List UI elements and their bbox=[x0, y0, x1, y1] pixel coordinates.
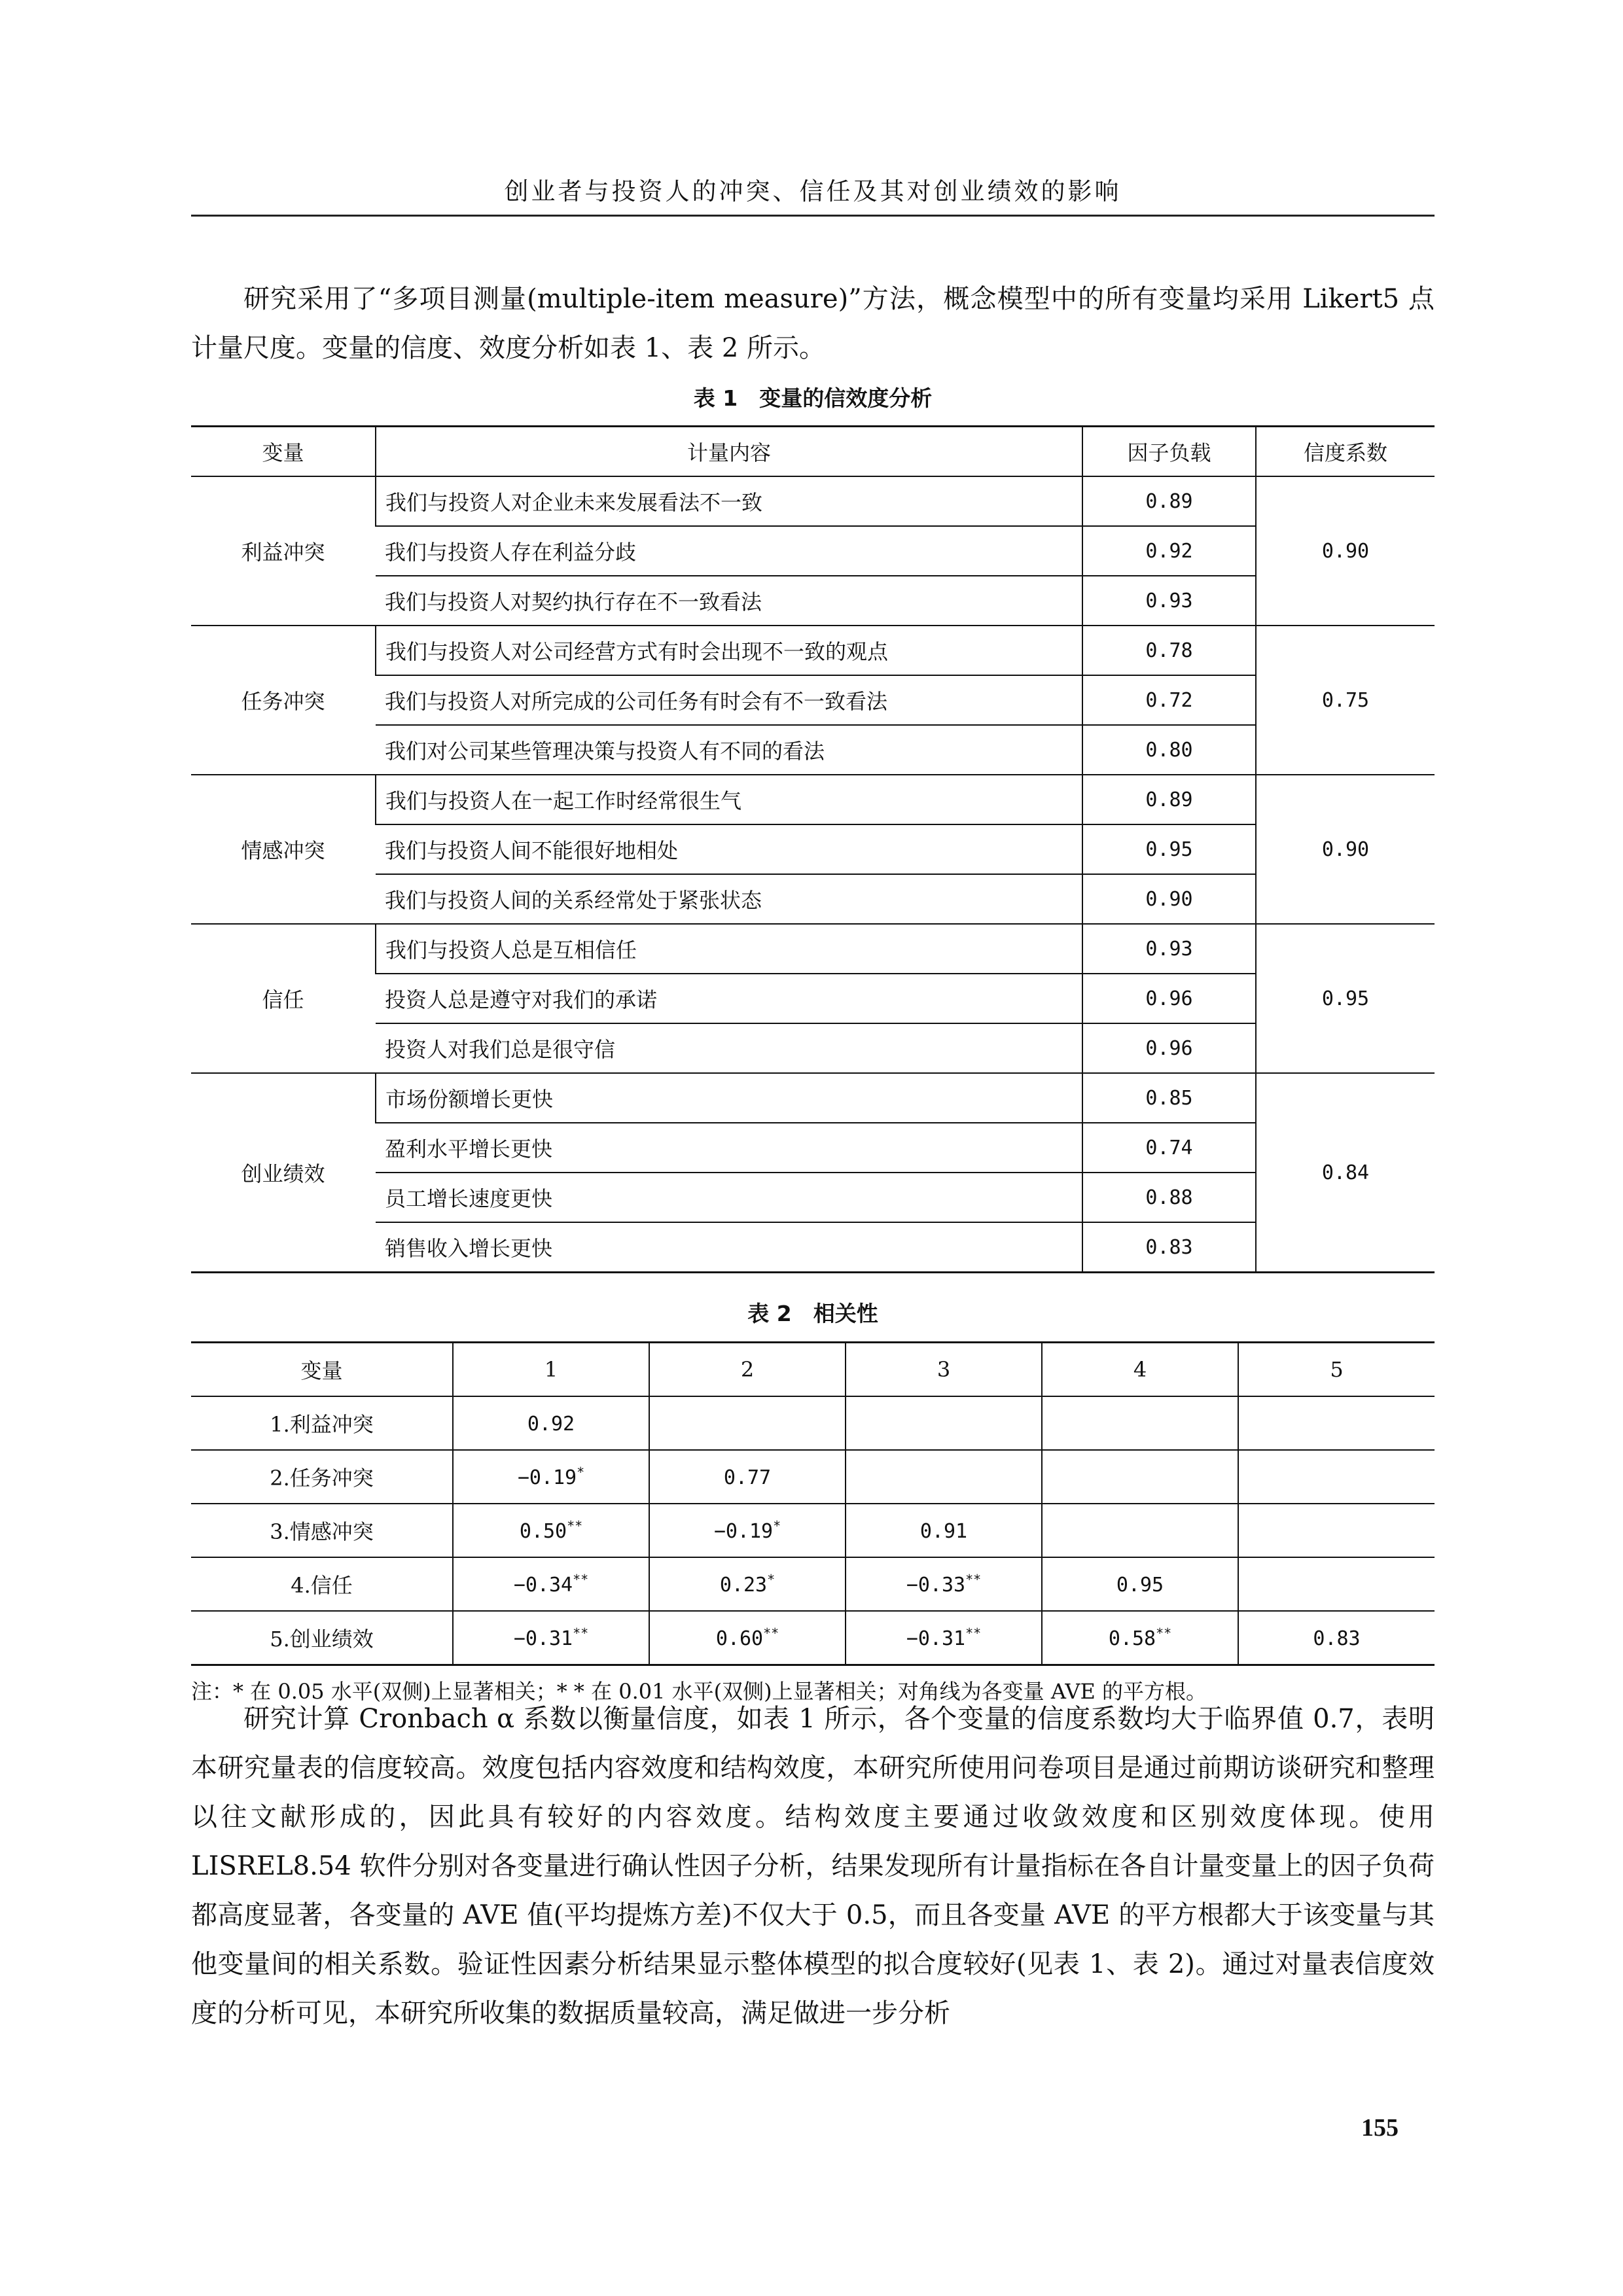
table2-header-cell: 1 bbox=[453, 1343, 649, 1397]
significance-mark: * bbox=[773, 1518, 781, 1534]
table2-row-label: 5.创业绩效 bbox=[191, 1611, 453, 1665]
measure-item-cell: 员工增长速度更快 bbox=[376, 1173, 1082, 1222]
measure-item-cell: 销售收入增长更快 bbox=[376, 1222, 1082, 1273]
measure-item-cell: 我们与投资人对公司经营方式有时会出现不一致的观点 bbox=[376, 626, 1082, 675]
table1-header-cell: 变量 bbox=[191, 427, 376, 477]
factor-loading-cell: 0.93 bbox=[1082, 576, 1256, 626]
correlation-cell bbox=[649, 1611, 846, 1665]
factor-loading-cell: 0.92 bbox=[1082, 526, 1256, 576]
table1-row bbox=[191, 576, 1435, 626]
measure-item-cell: 市场份额增长更快 bbox=[376, 1073, 1082, 1123]
table1-row bbox=[191, 526, 1435, 576]
table2-header-cell: 2 bbox=[649, 1343, 846, 1397]
body-paragraph: 研究计算 Cronbach α 系数以衡量信度，如表 1 所示，各个变量的信度系数均大于临界值 0.7，表明本研究量表的信度较高。效度包括内容效度和结构效度，本研究所使用问卷项目是通过前期访谈研究和整理以往文献形成的，因此具有较好的内容效度。结构效度主要通过收敛效度和区别效度体现。使用 LISREL8.54 软件分别对各变量进行确认性因子分析，结果发现所有计量指标在各自计量变量上的因子负荷都高度显著，各变量的 AVE 值(平均提炼方差)不仅大于 0.5，而且各变量 AVE 的平方根都大于该变量与其他变量间的相关系数。验证性因素分析结果显示整体模型的拟合度较好(见表 1、表 2)。通过对量表信度效度的分析可见，本研究所收集的数据质量较高，满足做进一步分析 bbox=[191, 1704, 1435, 2028]
significance-mark: * bbox=[577, 1464, 585, 1480]
table2-header-cell: 5 bbox=[1238, 1343, 1435, 1397]
correlation-cell bbox=[846, 1450, 1042, 1504]
table2-row-label: 1.利益冲突 bbox=[191, 1396, 453, 1450]
correlation-value: −0.19 bbox=[713, 1520, 774, 1543]
correlation-cell bbox=[846, 1611, 1042, 1665]
factor-loading-cell: 0.96 bbox=[1082, 1023, 1256, 1073]
correlation-cell bbox=[453, 1611, 649, 1665]
correlation-cell bbox=[1238, 1611, 1435, 1665]
variable-name-cell: 创业绩效 bbox=[191, 1073, 376, 1273]
correlation-cell bbox=[649, 1504, 846, 1557]
measure-item-cell: 我们与投资人对契约执行存在不一致看法 bbox=[376, 576, 1082, 626]
correlation-cell bbox=[1042, 1504, 1238, 1557]
factor-loading-cell: 0.89 bbox=[1082, 476, 1256, 526]
correlation-value: −0.33 bbox=[906, 1574, 966, 1597]
variable-name-cell: 利益冲突 bbox=[191, 476, 376, 626]
table2-row-label: 2.任务冲突 bbox=[191, 1450, 453, 1504]
table1-header-row bbox=[191, 427, 1435, 477]
correlation-cell bbox=[1238, 1450, 1435, 1504]
table1-header-cell: 计量内容 bbox=[376, 427, 1082, 477]
factor-loading-cell: 0.83 bbox=[1082, 1222, 1256, 1273]
correlation-value: 0.23 bbox=[719, 1574, 768, 1597]
significance-mark: ** bbox=[965, 1572, 982, 1587]
table1-row bbox=[191, 775, 1435, 824]
table1-row bbox=[191, 1222, 1435, 1273]
correlation-cell bbox=[1042, 1557, 1238, 1611]
table2-row bbox=[191, 1504, 1435, 1557]
variable-name-cell: 任务冲突 bbox=[191, 626, 376, 775]
table2-row bbox=[191, 1611, 1435, 1665]
significance-mark: * bbox=[767, 1572, 776, 1587]
correlation-cell bbox=[453, 1450, 649, 1504]
significance-mark: ** bbox=[573, 1572, 589, 1587]
table2-header-cell: 4 bbox=[1042, 1343, 1238, 1397]
correlation-cell bbox=[453, 1396, 649, 1450]
correlation-cell bbox=[649, 1450, 846, 1504]
correlation-value: 0.50 bbox=[519, 1520, 567, 1543]
table1-row bbox=[191, 626, 1435, 675]
measure-item-cell: 投资人对我们总是很守信 bbox=[376, 1023, 1082, 1073]
table1-header-cell: 信度系数 bbox=[1256, 427, 1435, 477]
correlation-cell bbox=[846, 1396, 1042, 1450]
table2-row bbox=[191, 1396, 1435, 1450]
reliability-cell: 0.75 bbox=[1256, 626, 1435, 775]
factor-loading-cell: 0.89 bbox=[1082, 775, 1256, 824]
significance-mark: ** bbox=[763, 1625, 779, 1641]
running-head: 创业者与投资人的冲突、信任及其对创业绩效的影响 bbox=[504, 177, 1122, 205]
correlation-value: 0.77 bbox=[723, 1466, 772, 1489]
measure-item-cell: 我们与投资人存在利益分歧 bbox=[376, 526, 1082, 576]
measure-item-cell: 我们与投资人对所完成的公司任务有时会有不一致看法 bbox=[376, 675, 1082, 725]
factor-loading-cell: 0.93 bbox=[1082, 924, 1256, 974]
intro-paragraph: 研究采用了“多项目测量(multiple-item measure)”方法，概念模型中的所有变量均采用 Likert5 点计量尺度。变量的信度、效度分析如表 1、表 2 所示。 bbox=[191, 284, 1435, 363]
significance-mark: ** bbox=[573, 1625, 589, 1641]
table1-caption: 表 1 变量的信效度分析 bbox=[693, 385, 933, 411]
factor-loading-cell: 0.88 bbox=[1082, 1173, 1256, 1222]
correlation-cell bbox=[1238, 1396, 1435, 1450]
correlation-cell bbox=[1042, 1450, 1238, 1504]
factor-loading-cell: 0.90 bbox=[1082, 874, 1256, 924]
correlation-value: 0.95 bbox=[1116, 1574, 1164, 1597]
correlation-value: −0.19 bbox=[517, 1466, 577, 1489]
correlation-cell bbox=[846, 1557, 1042, 1611]
factor-loading-cell: 0.74 bbox=[1082, 1123, 1256, 1173]
table1-header-cell: 因子负载 bbox=[1082, 427, 1256, 477]
measure-item-cell: 我们与投资人间不能很好地相处 bbox=[376, 824, 1082, 874]
correlation-cell bbox=[649, 1557, 846, 1611]
correlation-value: 0.58 bbox=[1108, 1627, 1156, 1650]
correlation-cell bbox=[846, 1504, 1042, 1557]
reliability-cell: 0.84 bbox=[1256, 1073, 1435, 1273]
table2-row bbox=[191, 1557, 1435, 1611]
measure-item-cell: 我们与投资人对企业未来发展看法不一致 bbox=[376, 476, 1082, 526]
correlation-cell bbox=[1238, 1557, 1435, 1611]
table1-row bbox=[191, 725, 1435, 775]
reliability-cell: 0.90 bbox=[1256, 476, 1435, 626]
reliability-validity-table bbox=[191, 425, 1435, 1273]
factor-loading-cell: 0.78 bbox=[1082, 626, 1256, 675]
table2-row-label: 4.信任 bbox=[191, 1557, 453, 1611]
correlation-value: −0.31 bbox=[513, 1627, 573, 1650]
correlation-value: 0.60 bbox=[715, 1627, 764, 1650]
table2-header-row bbox=[191, 1343, 1435, 1397]
table2-note: 注：* 在 0.05 水平(双侧)上显著相关；* * 在 0.01 水平(双侧)上显著相关；对角线为各变量 AVE 的平方根。 bbox=[191, 1679, 1207, 1704]
correlation-value: 0.83 bbox=[1313, 1627, 1361, 1650]
table2-header-cell: 变量 bbox=[300, 1358, 343, 1383]
table2-header-cell: 3 bbox=[846, 1343, 1042, 1397]
correlation-cell bbox=[1042, 1611, 1238, 1665]
correlation-cell bbox=[453, 1557, 649, 1611]
factor-loading-cell: 0.80 bbox=[1082, 725, 1256, 775]
significance-mark: ** bbox=[965, 1625, 982, 1641]
factor-loading-cell: 0.95 bbox=[1082, 824, 1256, 874]
correlation-cell bbox=[1042, 1396, 1238, 1450]
table1-row bbox=[191, 476, 1435, 526]
reliability-cell: 0.95 bbox=[1256, 924, 1435, 1073]
measure-item-cell: 我们与投资人间的关系经常处于紧张状态 bbox=[376, 874, 1082, 924]
factor-loading-cell: 0.96 bbox=[1082, 974, 1256, 1023]
correlation-value: −0.31 bbox=[906, 1627, 966, 1650]
significance-mark: ** bbox=[567, 1518, 583, 1534]
table1-row bbox=[191, 1173, 1435, 1222]
measure-item-cell: 我们与投资人总是互相信任 bbox=[376, 924, 1082, 974]
measure-item-cell: 我们与投资人在一起工作时经常很生气 bbox=[376, 775, 1082, 824]
correlation-value: −0.34 bbox=[513, 1574, 573, 1597]
table2-caption: 表 2 相关性 bbox=[747, 1301, 878, 1326]
correlation-cell bbox=[1238, 1504, 1435, 1557]
measure-item-cell: 盈利水平增长更快 bbox=[376, 1123, 1082, 1173]
table1-row bbox=[191, 874, 1435, 924]
table2-row bbox=[191, 1450, 1435, 1504]
table1-row bbox=[191, 1123, 1435, 1173]
correlation-table bbox=[191, 1341, 1435, 1666]
table1-row bbox=[191, 1073, 1435, 1123]
correlation-value: 0.91 bbox=[919, 1520, 968, 1543]
table1-row bbox=[191, 974, 1435, 1023]
measure-item-cell: 我们对公司某些管理决策与投资人有不同的看法 bbox=[376, 725, 1082, 775]
factor-loading-cell: 0.72 bbox=[1082, 675, 1256, 725]
variable-name-cell: 情感冲突 bbox=[191, 775, 376, 924]
table1-row bbox=[191, 675, 1435, 725]
correlation-value: 0.92 bbox=[527, 1413, 575, 1436]
table1-row bbox=[191, 824, 1435, 874]
factor-loading-cell: 0.85 bbox=[1082, 1073, 1256, 1123]
correlation-cell bbox=[453, 1504, 649, 1557]
reliability-cell: 0.90 bbox=[1256, 775, 1435, 924]
variable-name-cell: 信任 bbox=[191, 924, 376, 1073]
table2-body bbox=[191, 1396, 1435, 1665]
significance-mark: ** bbox=[1156, 1625, 1172, 1641]
table1-row bbox=[191, 924, 1435, 974]
correlation-cell bbox=[649, 1396, 846, 1450]
table1-row bbox=[191, 1023, 1435, 1073]
header-rule bbox=[191, 215, 1435, 217]
table2-row-label: 3.情感冲突 bbox=[191, 1504, 453, 1557]
measure-item-cell: 投资人总是遵守对我们的承诺 bbox=[376, 974, 1082, 1023]
page-number: 155 bbox=[1361, 2114, 1399, 2142]
table1-body bbox=[191, 476, 1435, 1273]
